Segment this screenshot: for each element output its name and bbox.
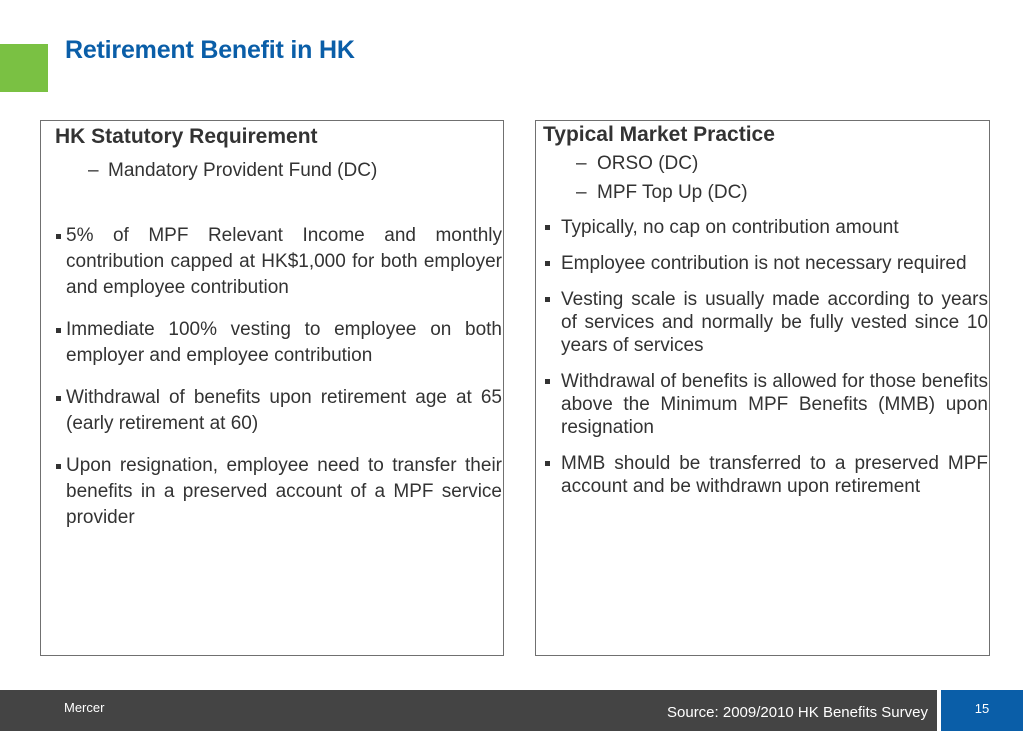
- slide-title: Retirement Benefit in HK: [65, 36, 355, 64]
- sub-item: – Mandatory Provident Fund (DC): [55, 160, 503, 182]
- panel-heading-statutory: HK Statutory Requirement: [55, 125, 318, 148]
- market-sub-list: [543, 153, 989, 204]
- market-bullet-list: [543, 216, 989, 498]
- bullet-item: 5% of MPF Relevant Income and monthly contribution capped at HK$1,000 for both employer and employee contribution: [55, 223, 502, 301]
- bullet-item: Withdrawal of benefits is allowed for those benefits above the Minimum MPF Benefits (MMB) upon resignation: [543, 370, 988, 439]
- panel-heading-market: Typical Market Practice: [543, 123, 775, 146]
- bullet-item: MMB should be transferred to a preserved MPF account and be withdrawn upon retirement: [543, 452, 988, 498]
- sub-item: – ORSO (DC): [543, 153, 989, 175]
- accent-block: [0, 44, 48, 92]
- page-number: 15: [974, 701, 990, 716]
- market-practice-panel: [535, 120, 990, 656]
- statutory-sub-list: [55, 160, 503, 182]
- statutory-bullet-list: [55, 223, 503, 531]
- bullet-item: Immediate 100% vesting to employee on both employer and employee contribution: [55, 317, 502, 369]
- footer-company: Mercer: [64, 700, 105, 715]
- bullet-item: Vesting scale is usually made according to years of services and normally be fully vested since 10 years of services: [543, 288, 988, 357]
- sub-item: – MPF Top Up (DC): [543, 182, 989, 204]
- footer-source: Source: 2009/2010 HK Benefits Survey: [667, 704, 928, 721]
- bullet-item: Typically, no cap on contribution amount: [543, 216, 988, 239]
- bullet-item: Withdrawal of benefits upon retirement age at 65 (early retirement at 60): [55, 385, 502, 437]
- statutory-requirement-panel: [40, 120, 504, 656]
- bullet-item: Employee contribution is not necessary required: [543, 252, 988, 275]
- bullet-item: Upon resignation, employee need to transfer their benefits in a preserved account of a MPF service provider: [55, 453, 502, 531]
